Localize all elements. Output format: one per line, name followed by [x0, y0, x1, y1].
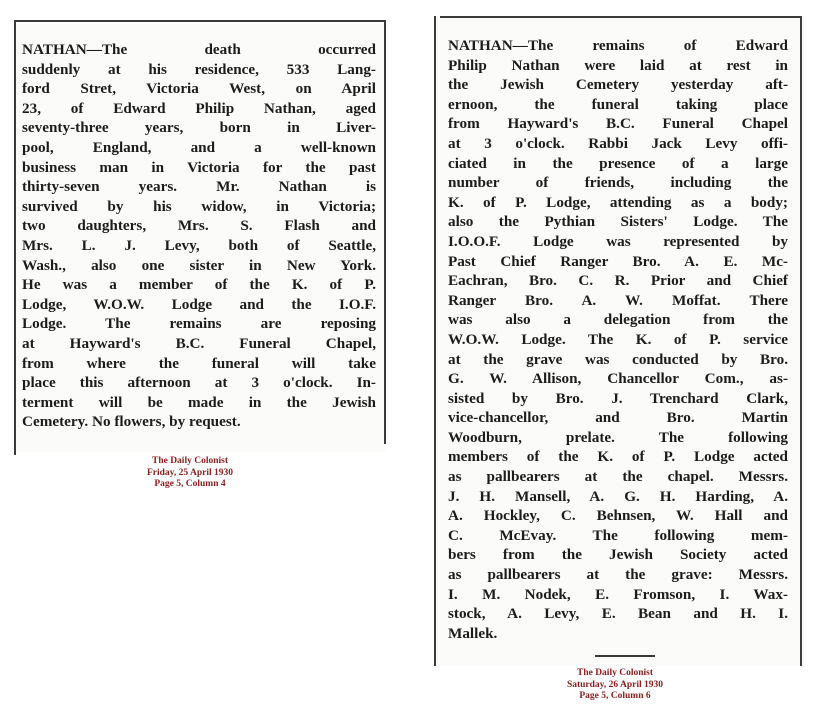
clipping-1-line: terment will be made in the Jewish	[22, 393, 376, 411]
clipping-1-line: two daughters, Mrs. S. Flash and	[22, 217, 376, 235]
clipping-1-line: He was a member of the K. of P.	[22, 276, 376, 294]
clipping-2-line: also the Pythian Sisters' Lodge. The	[448, 213, 788, 231]
clipping-2-line: was also a delegation from the	[448, 311, 788, 329]
clipping-2-caption-date: Saturday, 26 April 1930	[566, 679, 664, 690]
clipping-2-line: sisted by Bro. J. Trenchard Clark,	[448, 389, 788, 407]
clipping-2-line: Mallek.	[448, 624, 498, 642]
clipping-2-caption-paper: The Daily Colonist	[576, 668, 653, 678]
clipping-2-line: K. of P. Lodge, attending as a body;	[448, 193, 788, 211]
clipping-1-caption-paper: The Daily Colonist	[151, 456, 228, 466]
clipping-2-line: as pallbearers at the grave: Messrs.	[448, 566, 788, 584]
clipping-1-line: Wash., also one sister in New York.	[22, 256, 376, 274]
clipping-1-line: Lodge. The remains are reposing	[22, 315, 376, 333]
clipping-2-line: W.O.W. Lodge. The K. of P. service	[448, 330, 788, 348]
clipping-1-line: Cemetery. No flowers, by request.	[22, 413, 241, 431]
clipping-2-line: the Jewish Cemetery yesterday aft-	[448, 76, 788, 94]
clipping-2-line: bers from the Jewish Society acted	[448, 546, 788, 564]
clipping-2-caption-location: Page 5, Column 6	[579, 691, 651, 701]
clipping-2-article-text	[448, 36, 788, 643]
clipping-1-line: ford Stret, Victoria West, on April	[22, 80, 376, 98]
clipping-2-line: vice-chancellor, and Bro. Martin	[448, 409, 788, 427]
clipping-2-line: NATHAN—The remains of Edward	[448, 37, 788, 54]
clipping-2-caption	[540, 668, 690, 703]
clipping-1-line: at Hayward's B.C. Funeral Chapel,	[22, 334, 376, 352]
clipping-2-line: G. W. Allison, Chancellor Com., as-	[448, 370, 788, 388]
clipping-1-line: thirty-seven years. Mr. Nathan is	[22, 178, 376, 196]
clipping-1-left-rule	[14, 20, 16, 455]
clipping-1-line: from where the funeral will take	[22, 354, 376, 372]
clipping-2-line: I.O.O.F. Lodge was represented by	[448, 232, 788, 250]
clipping-2-line: at 3 o'clock. Rabbi Jack Levy offi-	[448, 134, 788, 152]
clipping-1-line: Lodge, W.O.W. Lodge and the I.O.F.	[22, 295, 376, 313]
clipping-2-line: members of the K. of P. Lodge acted	[448, 448, 788, 466]
clipping-2-line: at the grave was conducted by Bro.	[448, 350, 788, 368]
clipping-1-caption-location: Page 5, Column 4	[154, 479, 226, 489]
clipping-1-line: Mrs. L. J. Levy, both of Seattle,	[22, 236, 376, 254]
clipping-2-line: ernoon, the funeral taking place	[448, 95, 788, 113]
clipping-2-line: A. Hockley, C. Behnsen, W. Hall and	[448, 507, 788, 525]
clipping-2-line: Woodburn, prelate. The following	[448, 428, 788, 446]
clipping-2-line: J. H. Mansell, A. G. H. Harding, A.	[448, 487, 788, 505]
clipping-1-line: place this afternoon at 3 o'clock. In-	[22, 374, 376, 392]
clipping-2-line: Philip Nathan were laid at rest in	[448, 56, 788, 74]
clipping-1-top-rule	[16, 20, 384, 22]
clipping-1-right-rule	[384, 20, 386, 444]
clipping-2-line: number of friends, including the	[448, 174, 788, 192]
clipping-2-line: as pallbearers at the chapel. Messrs.	[448, 468, 788, 486]
clipping-1-line: suddenly at his residence, 533 Lang-	[22, 60, 376, 78]
clipping-1-line: business man in Victoria for the past	[22, 158, 376, 176]
clipping-1-caption	[120, 456, 260, 491]
clipping-2-line: C. McEvay. The following mem-	[448, 526, 788, 544]
clipping-1-line: 23, of Edward Philip Nathan, aged	[22, 99, 376, 117]
clipping-2-left-rule	[434, 16, 436, 666]
clipping-2-line: Eachran, Bro. C. R. Prior and Chief	[448, 272, 788, 290]
clipping-2-end-rule	[595, 655, 655, 657]
clipping-1-line: seventy-three years, born in Liver-	[22, 119, 376, 137]
clipping-1-line: survived by his widow, in Victoria;	[22, 197, 376, 215]
clipping-2-line: ciated in the presence of a large	[448, 154, 788, 172]
clipping-1-caption-date: Friday, 25 April 1930	[146, 467, 234, 478]
clipping-2-line: Past Chief Ranger Bro. A. E. Mc-	[448, 252, 788, 270]
clipping-1-line: NATHAN—The death occurred	[22, 41, 376, 58]
clipping-2-top-rule	[440, 16, 800, 18]
clipping-1-article-text	[22, 40, 376, 432]
clipping-2-right-rule	[800, 16, 802, 666]
clipping-2-line: stock, A. Levy, E. Bean and H. I.	[448, 605, 788, 623]
clipping-1-line: pool, England, and a well-known	[22, 138, 376, 156]
clipping-2-line: Ranger Bro. A. W. Moffat. There	[448, 291, 788, 309]
clipping-2-line: from Hayward's B.C. Funeral Chapel	[448, 115, 788, 133]
clipping-2-line: I. M. Nodek, E. Fromson, I. Wax-	[448, 585, 788, 603]
